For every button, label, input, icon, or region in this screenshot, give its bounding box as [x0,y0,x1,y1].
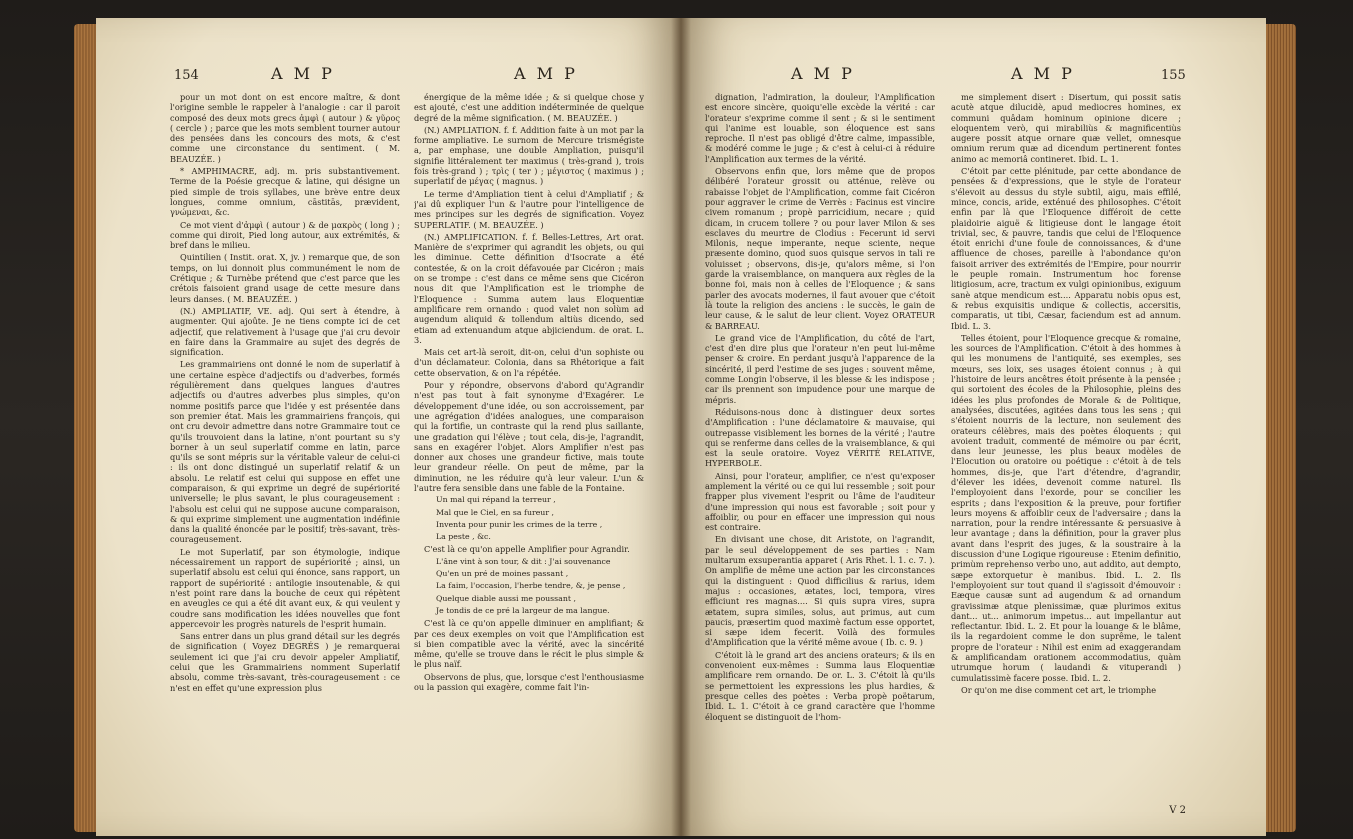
left-page-column-1 [170,92,400,802]
left-page-column-2 [414,92,644,802]
left-header-word-1: A M P [271,64,335,83]
paragraph: Quelque diable aussi me poussant , [436,593,576,603]
paragraph: Inventa pour punir les crimes de la terre , [436,519,603,529]
paragraph: énergique de la même idée ; & si quelque chose y est ajouté, c'est une addition indéterminée de quelque degré de la même signification. ( M. BEAUZÉE. ) [414,92,644,123]
right-page-column-2 [951,92,1181,802]
right-page-number: 155 [1161,68,1186,83]
paragraph: Sans entrer dans un plus grand détail sur les degrés de signification ( Voyez DEGRÉS ) je remarquerai seulement ici que j'ai cru devoir appeler Ampliatif, celui que les Grammairiens nomment Superlatif absolu, comme très-savant, très-courageusement : ce n'est en effet qu'une expression plus [170,631,400,693]
paragraph: Observons enfin que, lors même que de propos délibéré l'orateur grossit ou atténue, relève ou rabaisse l'objet de l'Amplification, comme fait Cicéron pour aggraver le crime de Verrès : Facinus est vincire civem romanum ; propè parricidium, necare ; quid dicam, in crucem tollere ? ou pour laver Milon & ses esclaves du meurtre de Clodius : Fecerunt id servi Milonis, neque imperante, neque sciente, neque præsente domino, quod suos quisque servos in tali re voluisset ; observons, dis-je, qu'alors même, si l'on garde la vraisemblance, on manquera aux règles de la bonne foi, mais non à celles de l'Eloquence ; & sans parler des avocats modernes, il faut avouer que c'étoit là toute la religion des anciens : le succès, le gain de leur cause, & le salut de leur client. Voyez ORATEUR & BARREAU. [705,166,935,331]
paragraph: * AMPHIMACRE, adj. m. pris substantivement. Terme de la Poésie grecque & latine, qui désigne un pied simple de trois syllabes, une brève entre deux longues, comme omnium, cāstitās, prævident, γνώμεναι, &c. [170,166,400,218]
book-gutter [671,18,691,836]
paragraph: Mal que le Ciel, en sa fureur , [436,507,555,517]
paragraph: (N.) AMPLIATIF, VE. adj. Qui sert à étendre, à augmenter. Qui ajoûte. Je ne tiens compte ici de cet adjectif, que relativement à l'usage que j'ai cru devoir en faire dans la Grammaire au sujet des degrés de signification. [170,305,400,358]
paragraph: La peste , &c. [436,532,491,542]
paragraph: Le mot Superlatif, par son étymologie, indique nécessairement un rapport de supériorité ; ainsi, un superlatif absolu est celui qui énonce, sans rapport, un rapport de supériorité : antilogie insoutenable, & qui n'est point rare dans la bouche de ceux qui répètent en aveugles ce qui a été dit avant eux, & qui veulent y coudre sans modification les idées nouvelles que font appercevoir les progrès naturels de l'esprit humain. [170,546,400,629]
paragraph: Les grammairiens ont donné le nom de superlatif à une certaine espèce d'adjectifs ou d'adverbes, formés régulièrement dans quelques langues d'autres adjectifs ou d'autres adverbes plus simples, qu'on nomme positifs parce que l'idée y est présentée dans son premier état. Mais les grammairiens françois, qui ont cru devoir admettre dans notre Grammaire tout ce qu'ils trouvoient dans la latine, n'ont pourtant su s'y borner à un seul superlatif comme en latin, parce qu'ils se sont mépris sur la véritable valeur de celui-ci : ils ont donc distingué un superlatif relatif & un absolu. Le relatif est celui qui suppose en effet une comparaison, & qui exprime un degré de supériorité universelle; le plus savant, le plus courageusement : l'absolu est celui qui ne suppose aucune comparaison, & qui exprime simplement une augmentation indéfinie dans la qualité énoncée par le positif; très-savant, très-courageusement. [170,359,400,545]
paragraph: C'est là ce qu'on appelle Amplifier pour Agrandir. [424,544,630,555]
paragraph: Pour y répondre, observons d'abord qu'Agrandir n'est pas tout à fait synonyme d'Exagérer. Le développement d'une idée, ou son accroissement, par une agrégation d'idées analogues, une comparaison qui la fortifie, un contraste qui la rend plus saillante, une gradation qui l'élève ; tout cela, dis-je, l'agrandit, sans en exagérer l'objet. Alors Amplifier n'est pas donner aux choses une grandeur fictive, mais toute leur grandeur réelle. On peut de même, par la diminution, ne les réduire qu'à leur valeur. L'un & l'autre fera sensible dans une fable de la Fontaine. [414,380,644,493]
paragraph: Réduisons-nous donc à distinguer deux sortes d'Amplification : l'une déclamatoire & mauvaise, qui outrepasse visiblement les bornes de la vérité ; l'autre qui se renferme dans celles de la vraisemblance, & qui est la seule oratoire. Voyez VÉRITÉ RELATIVE, HYPERBOLE. [705,406,935,469]
paragraph: Mais cet art-là seroit, dit-on, celui d'un sophiste ou d'un déclamateur. Colonia, dans sa Rhétorique a fait cette observation, & on l'a répétée. [414,347,644,378]
paragraph: C'étoit par cette plénitude, par cette abondance de pensées & d'expressions, que le style de l'orateur s'élevoit au dessus du style subtil, aigu, mais effilé, mince, concis, aride, exténué des philosophes. C'étoit enfin par là que l'Eloquence différoit de cette plaidoirie aiguë & litigieuse dont le langage étoit trivial, sec, & pauvre, tandis que celui de l'Eloquence étoit enrichi d'une foule de connoissances, & d'une affluence de choses, pareille à l'abondance qu'on faisoit arriver des extrémités de l'Empire, pour nourrir le peuple romain. Instrumentum hoc forense litigiosum, acre, tractum ex vulgi opinionibus, exiguum sanè atque mendicum est.... Apparatu nobis opus est, & rebus exquisitis undique & collectis, accersitis, comparatis, ut tibi, Cæsar, faciendum est ad annum. Ibid. L. 3. [951,166,1181,331]
open-book [96,18,1266,836]
right-page-header [681,64,1266,88]
paragraph: (N.) AMPLIATION. f. f. Addition faite à un mot par la forme ampliative. Le surnom de Mercure trismégiste a, par emphase, une double Ampliation, puisqu'il signifie littéralement ter maximus ( très-grand ), trois fois très-grand ) ; τρὶς ( ter ) ; μέγιστος ( maximus ) ; superlatif de μέγας ( magnus. ) [414,124,644,187]
paragraph: Un mal qui répand la terreur , [436,495,556,505]
paragraph: En divisant une chose, dit Aristote, on l'agrandit, par le seul développement de ses parties : Nam multarum exsuperantia apparet ( Aris Rhet. l. 1. c. 7. ). On amplifie de même une action par les circonstances qui la distinguent : Quod difficilius & rarius, idem majus : occasiones, ætates, loci, tempora, vires efficiunt res magnas.... Si quis supra vires, supra ætatem, supra similes, solus, aut primus, aut cum paucis, præsertim quod maximè factum esse opportet, si sæpe idem fecerit. Voilà des formules d'Amplification que la vérité même avoue ( Ib. c. 9. ) [705,534,935,648]
paragraph: C'étoit là le grand art des anciens orateurs; & ils en convenoient eux-mêmes : Summa laus Eloquentiæ amplificare rem ornando. De or. L. 3. C'étoit là qu'ils se permettoient les expressions les plus hardies, & presque celles des poètes : Verba propè poëtarum, Ibid. L. 1. C'étoit à ce grand caractère que l'homme éloquent se distinguoit de l'hom- [705,649,935,722]
paragraph: L'âne vint à son tour, & dit : J'ai souvenance [436,556,611,566]
paragraph: Quintilien ( Instit. orat. X, jv. ) remarque que, de son temps, on lui donnoit plus communément le nom de Crétique ; & Turnèbe prétend que c'est parce que les crétois faisoient grand usage de cette mesure dans leurs danses. ( M. BEAUZÉE. ) [170,252,400,304]
left-page-header [96,64,681,88]
signature-mark: V 2 [1169,805,1186,816]
paragraph: pour un mot dont on est encore maître, & dont l'origine semble le rappeler à l'analogie : car il paroit composé des deux mots grecs ἀμφὶ ( autour ) & γῦρος ( cercle ) ; parce que les mots semblent tourner autour des pensées dans les concours des mots, & c'est comme une circonstance du sentiment. ( M. BEAUZÉE. ) [170,92,400,164]
paragraph: Observons de plus, que, lorsque c'est l'enthousiasme ou la passion qui exagère, comme fait l'in- [414,671,644,693]
page-edges-right [1262,24,1296,832]
paragraph: me simplement disert : Disertum, qui possit satis acutè atque dilucidè, apud mediocres homines, ex communi quâdam hominum opinione dicere ; eloquentem verò, qui mirabiliùs & magnificentiùs augere possit atque ornare quæ vellet, omnesque omnium rerum quæ ad dicendum pertinerent fontes animo ac memoriâ contineret. Ibid. L. 1. [951,92,1181,164]
left-page-number: 154 [174,68,199,83]
paragraph: La faim, l'occasion, l'herbe tendre, &, je pense , [436,581,626,591]
paragraph: Le terme d'Ampliation tient à celui d'Ampliatif ; & j'ai dû expliquer l'un & l'autre pour l'intelligence de mes principes sur les degrés de signification. Voyez SUPERLATIF. ( M. BEAUZÉE. ) [414,188,644,230]
left-header-word-2: A M P [514,64,578,83]
paragraph: Le grand vice de l'Amplification, du côté de l'art, c'est d'en dire plus que l'orateur n'en peut lui-même penser & croire. En perdant jusqu'à l'apparence de la sincérité, il perd l'estime de ses juges : souvent même, comme Longin l'observe, il les blesse & les indispose ; car ils prennent son impudence pour une marque de mépris. [705,332,935,405]
right-header-word-1: A M P [791,64,855,83]
paragraph: Telles étoient, pour l'Eloquence grecque & romaine, les sources de l'Amplification. C'étoit à des hommes à qui les monumens de l'antiquité, ses exemples, ses mœurs, ses loix, ses usages étoient connus ; à qui l'histoire de leurs ancêtres étoit présente à la pensée ; qui sortoient des écoles de la Philosophie, pleins des idées les plus profondes de Morale & de Politique, analysées, discutées, agitées dans tous les sens ; qui s'étoient nourris de la lecture, non seulement des orateurs célèbres, mais des poètes éloquents ; qui avoient traduit, commenté de mémoire ou par écrit, dans leur jeunesse, les plus beaux modèles de l'Elocution ou oratoire ou poétique : c'étoit à de tels hommes, dis-je, que l'art d'étendre, d'agrandir, d'élever les idées, devenoit comme naturel. Ils l'employoient dans l'exorde, pour se concilier les esprits ; dans l'exposition & la preuve, pour fortifier leurs moyens & affoiblir ceux de l'adversaire ; dans la narration, pour la rendre intéressante & persuasive à leur avantage ; dans la définition, pour la graver plus avant dans l'esprit des juges, & la soustraire à la discussion d'une Logique rigoureuse : Etenim definitio, primùm reprehenso verbo uno, aut addito, aut dempto, sæpe extorquetur è manibus. Ibid. L. 2. Ils l'employoient sur tout quand il s'agissoit d'émouvoir : Eæque causæ sunt ad augendum & ad ornandum gravissimæ atque plenissimæ, quæ plurimos exitus dant... ut... animorum impetus... aut impellantur aut reflectantur. Ibid. L. 2. Et pour la louange & le blâme, ils la regardoient comme le don suprême, le talent propre de l'orateur : Nihil est enim ad exaggerandam & amplificandam orationem accommodatius, quàm utrumque horum ( laudandi & vituperandi ) cumulatissimè facere posse. Ibid. L. 2. [951,332,1181,683]
paragraph: C'est là ce qu'on appelle diminuer en amplifiant; & par ces deux exemples on voit que l'Amplification est si bien compatible avec la vérité, avec la sincérité même, qu'elle se trouve dans le récit le plus simple & le plus naïf. [414,618,644,670]
paragraph: Ce mot vient d'ἀμφὶ ( autour ) & de μακρὸς ( long ) ; comme qui diroit, Pied long autour, aux extrémités, & bref dans le milieu. [170,219,400,251]
paragraph: dignation, l'admiration, la douleur, l'Amplification est encore sincère, quoiqu'elle excède la vérité : car l'orateur s'exprime comme il sent ; & si le sentiment qui l'anime est louable, son éloquence est sans reproche. Il n'est pas obligé d'être calme, impassible, & modéré comme le juge ; & c'est à celui-ci à réduire l'Amplification aux termes de la vérité. [705,92,935,164]
paragraph: Or qu'on me dise comment cet art, le triomphe [961,684,1157,695]
left-page [96,18,681,836]
paragraph: (N.) AMPLIFICATION. f. f. Belles-Lettres, Art orat. Manière de s'exprimer qui agrandit les objets, ou qui les diminue. Cette définition d'Isocrate a été contestée, & on la croit défavouée par Cicéron ; mais on se trompe : c'est dans ce même sens que Cicéron nous dit que l'Amplification est le triomphe de l'Eloquence : Summa autem laus Eloquentiæ amplificare rem ornando : quod valet non solùm ad augendum aliquid & tollendum altiùs dicendo, sed etiam ad extenuandum atque abjiciendum. de orat. L. 3. [414,231,644,345]
right-header-word-2: A M P [1011,64,1075,83]
paragraph: Ainsi, pour l'orateur, amplifier, ce n'est qu'exposer amplement la vérité ou ce qui lui ressemble ; soit pour frapper plus vivement l'esprit ou l'âme de l'auditeur d'une impression qui nous est favorable ; soit pour y affoiblir, ou pour en effacer une impression qui nous est contraire. [705,470,935,533]
right-page [681,18,1266,836]
paragraph: Je tondis de ce pré la largeur de ma langue. [436,605,610,615]
paragraph: Qu'en un pré de moines passant , [436,569,569,579]
right-page-column-1 [705,92,935,802]
